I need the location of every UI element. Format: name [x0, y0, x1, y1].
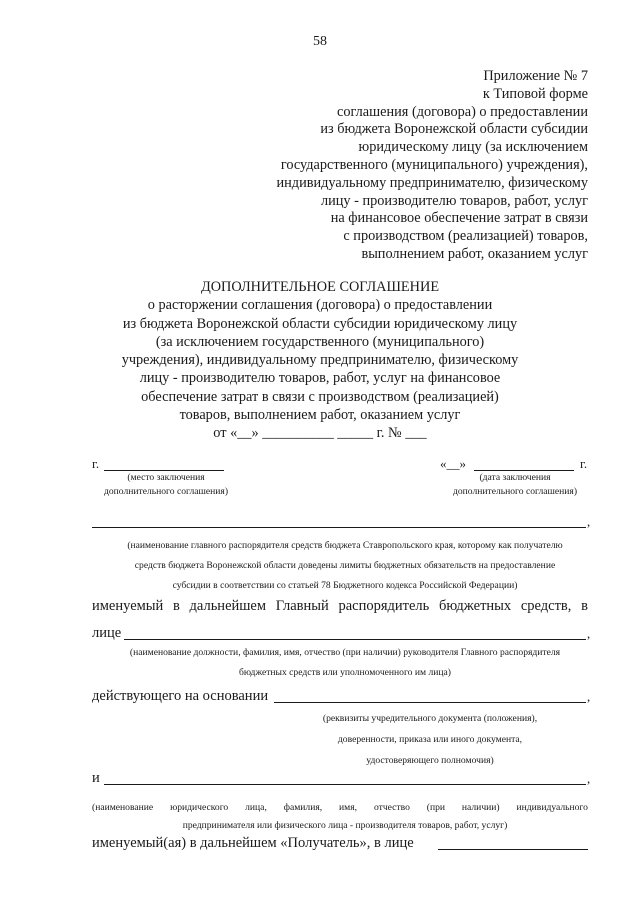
main-distributor-field[interactable] [92, 527, 586, 528]
date-caption-line: (дата заключения [479, 472, 551, 483]
word: именуемый [92, 598, 164, 614]
caption-word: фамилия, [283, 802, 323, 813]
title-line: учреждения), индивидуальному предпринимателю, физическому [121, 352, 519, 369]
caption-word: имя, [339, 802, 358, 813]
appendix-line: юридическому лицу (за исключением [358, 139, 588, 156]
title-line: обеспечение затрат в связи с производством (реализацией) [141, 388, 499, 405]
person-field[interactable] [124, 639, 586, 640]
appendix-line: индивидуальному предпринимателю, физическому [276, 174, 588, 191]
caption-word: (при [426, 802, 446, 813]
acting-prefix: действующего на основании [92, 688, 269, 704]
caption-word: индивидуального [516, 802, 588, 813]
date-caption [440, 471, 590, 499]
title-line: лицу - производителю товаров, работ, услуг на финансовое [139, 370, 501, 387]
appendix-line: государственного (муниципального) учреждения), [280, 156, 588, 173]
caption-line: (реквизиты учредительного документа (положения), [322, 713, 538, 724]
and-caption-line-1 [92, 798, 588, 818]
person-prefix: лице [92, 625, 122, 641]
caption-word: наличии) [461, 802, 500, 813]
caption-line: доверенности, приказа или иного документа, [337, 734, 523, 745]
word: в [581, 598, 588, 614]
acting-basis-field[interactable] [274, 702, 586, 703]
appendix-line: к Типовой форме [482, 85, 588, 102]
date-suffix: г. [580, 456, 588, 471]
caption-word: лица, [245, 802, 267, 813]
main-distributor-caption [90, 536, 600, 596]
date-open: «__» [440, 456, 466, 471]
caption-word: юридического [170, 802, 229, 813]
named-as-line [92, 598, 588, 615]
caption-word: (наименование [92, 802, 154, 813]
appendix-line: соглашения (договора) о предоставлении [337, 103, 588, 120]
comma: , [587, 771, 591, 786]
appendix-line: лицу - производителю товаров, работ, услуг [320, 192, 588, 209]
acting-caption [280, 708, 580, 771]
word: средств, [520, 598, 572, 614]
comma: , [587, 689, 591, 704]
appendix-header [228, 68, 588, 264]
comma: , [587, 626, 591, 641]
appendix-line: на финансовое обеспечение затрат в связи [330, 210, 588, 227]
word: в [172, 598, 180, 614]
appendix-line: из бюджета Воронежской области субсидии [320, 121, 588, 138]
and-caption-line-2: предпринимателя или физического лица - производителя товаров, работ, услуг) [182, 820, 508, 831]
appendix-line: с производством (реализацией) товаров, [343, 228, 588, 245]
place-caption-line: (место заключения [127, 472, 205, 483]
person-caption [90, 643, 600, 683]
document-heading: ДОПОЛНИТЕЛЬНОЕ СОГЛАШЕНИЕ [200, 279, 440, 295]
date-number-line: от «__» __________ _____ г. № ___ [213, 425, 427, 442]
caption-line: (наименование должности, фамилия, имя, отчество (при наличии) руководителя Главного распорядителя [129, 647, 561, 658]
title-line: из бюджета Воронежской области субсидии юридическому лицу [122, 315, 518, 332]
date-caption-line: дополнительного соглашения) [452, 486, 578, 497]
recipient-representative-field[interactable] [438, 849, 588, 850]
appendix-line: выполнением работ, оказанием услуг [361, 245, 588, 262]
recipient-name-field[interactable] [104, 784, 586, 785]
caption-line: субсидии в соответствии со статьей 78 Бюджетного кодекса Российской Федерации) [172, 580, 518, 591]
caption-line: (наименование главного распорядителя средств бюджета Ставропольского края, которому как получателю [127, 540, 563, 551]
title-line: товаров, выполнением работ, оказанием услуг [179, 407, 461, 424]
caption-word: отчество [373, 802, 410, 813]
place-prefix: г. [92, 456, 100, 471]
appendix-line: Приложение № 7 [483, 68, 588, 84]
place-caption [96, 471, 236, 499]
word: распорядитель [338, 598, 430, 614]
and-prefix: и [92, 770, 100, 786]
caption-line: удостоверяющего полномочия) [366, 755, 494, 766]
word: Главный [275, 598, 329, 614]
caption-line: бюджетных средств или уполномоченного им лица) [239, 667, 451, 678]
title-line: (за исключением государственного (муниципального) [155, 333, 485, 350]
word: бюджетных [438, 598, 512, 614]
title-line: о расторжении соглашения (договора) о предоставлении [147, 297, 493, 314]
document-title-block [80, 278, 560, 443]
caption-line: средств бюджета Воронежской области доведены лимиты бюджетных обязательств на предоставление [134, 560, 556, 571]
word: дальнейшем [189, 598, 267, 614]
comma: , [587, 514, 591, 529]
place-caption-line: дополнительного соглашения) [103, 486, 229, 497]
recipient-text: именуемый(ая) в дальнейшем «Получатель», в лице [92, 835, 414, 851]
page-number: 58 [313, 34, 327, 49]
